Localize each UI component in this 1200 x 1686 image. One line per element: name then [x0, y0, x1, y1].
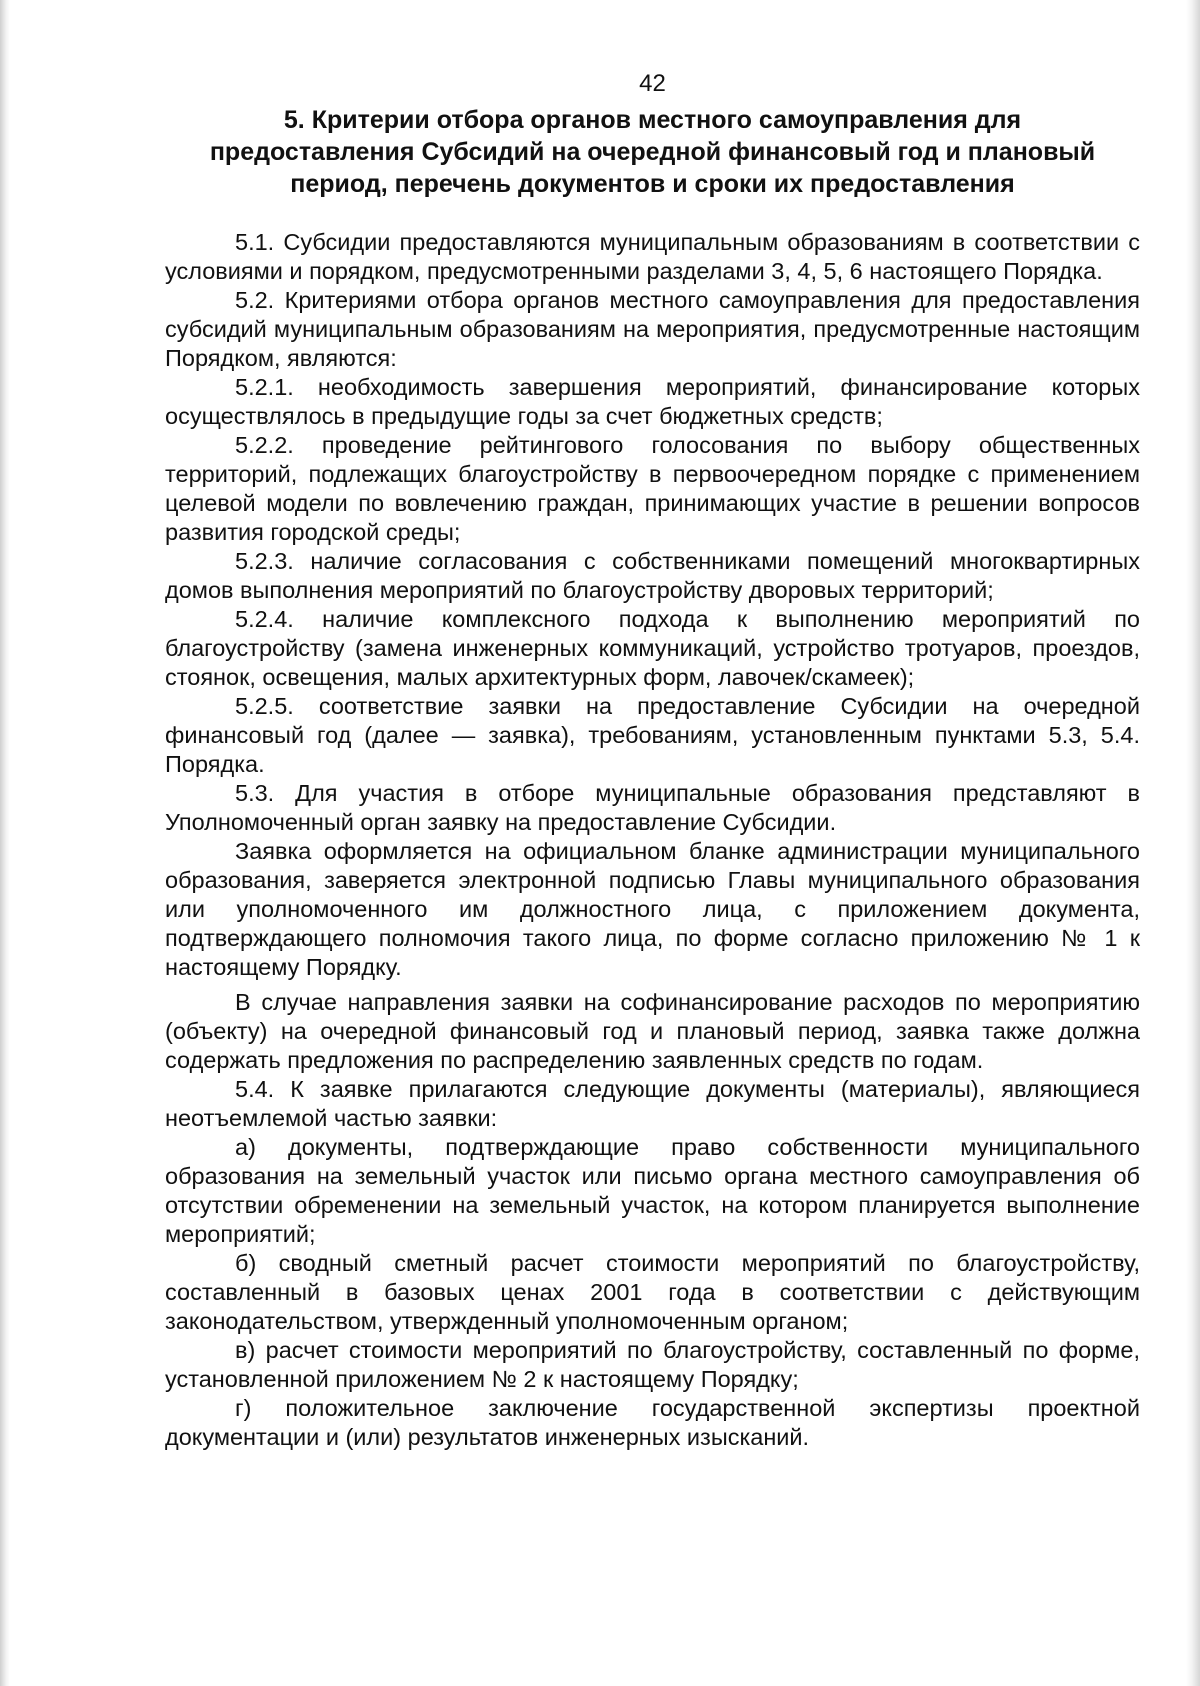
paragraph-5-2-4: 5.2.4. наличие комплексного подхода к выполнению мероприятий по благоустройству (замена инженерных коммуникаций, устройство тротуаров, проездов, стоянок, освещения, малых архитектурных форм, лавочек/скамеек);	[165, 606, 1140, 690]
paragraph-5-4: 5.4. К заявке прилагаются следующие документы (материалы), являющиеся неотъемлемой частью заявки:	[165, 1076, 1140, 1131]
section-title-line: 5. Критерии отбора органов местного самоуправления для	[283, 106, 1022, 134]
list-item-a: а) документы, подтверждающие право собственности муниципального образования на земельный участок или письмо органа местного самоуправления об отсутствии обременении на земельный участок, на котором планируется выполнение мероприятий;	[165, 1134, 1140, 1247]
list-item-b: б) сводный сметный расчет стоимости мероприятий по благоустройству, составленный в базовых ценах 2001 года в соответствии с действующим законодательством, утвержденный уполномоченным органом;	[165, 1250, 1140, 1334]
list-item-g: г) положительное заключение государственной экспертизы проектной документации и (или) результатов инженерных изысканий.	[165, 1395, 1140, 1450]
paragraph-5-2-1: 5.2.1. необходимость завершения мероприятий, финансирование которых осуществлялось в предыдущие годы за счет бюджетных средств;	[165, 374, 1140, 429]
paragraph-5-2-3: 5.2.3. наличие согласования с собственниками помещений многоквартирных домов выполнения мероприятий по благоустройству дворовых территорий;	[165, 548, 1140, 603]
document-page	[165, 70, 1140, 1452]
scan-edge-right	[1186, 0, 1200, 1686]
paragraph-5-2-2: 5.2.2. проведение рейтингового голосования по выбору общественных территорий, подлежащих благоустройству в первоочередном порядке с применением целевой модели по вовлечению граждан, принимающих участие в решении вопросов развития городской среды;	[165, 432, 1140, 545]
page-number: 42	[639, 70, 666, 97]
paragraph-5-1: 5.1. Субсидии предоставляются муниципальным образованиям в соответствии с условиями и порядком, предусмотренными разделами 3, 4, 5, 6 настоящего Порядка.	[165, 229, 1140, 284]
paragraph-5-3: 5.3. Для участия в отборе муниципальные образования представляют в Уполномоченный орган заявку на предоставление Субсидии.	[165, 780, 1140, 835]
paragraph-5-2-5: 5.2.5. соответствие заявки на предоставление Субсидии на очередной финансовый год (далее — заявка), требованиям, установленным пунктами 5.3, 5.4. Порядка.	[165, 693, 1140, 777]
section-title-line: предоставления Субсидий на очередной финансовый год и плановый	[209, 138, 1096, 166]
section-title	[165, 104, 1140, 200]
section-title-line: период, перечень документов и сроки их предоставления	[290, 170, 1015, 198]
paragraph-5-2: 5.2. Критериями отбора органов местного самоуправления для предоставления субсидий муниципальным образованиям на мероприятия, предусмотренные настоящим Порядком, являются:	[165, 287, 1140, 371]
paragraph-cofinancing: В случае направления заявки на софинансирование расходов по мероприятию (объекту) на очередной финансовый год и плановый период, заявка также должна содержать предложения по распределению заявленных средств по годам.	[165, 989, 1140, 1073]
list-item-v: в) расчет стоимости мероприятий по благоустройству, составленный по форме, установленной приложением № 2 к настоящему Порядку;	[165, 1337, 1140, 1392]
paragraph-application-form: Заявка оформляется на официальном бланке администрации муниципального образования, заверяется электронной подписью Главы муниципального образования или уполномоченного им должностного лица, с приложением документа, подтверждающего полномочия такого лица, по форме согласно приложению № 1 к настоящему Порядку.	[165, 838, 1140, 980]
scan-edge-left	[0, 0, 10, 1686]
